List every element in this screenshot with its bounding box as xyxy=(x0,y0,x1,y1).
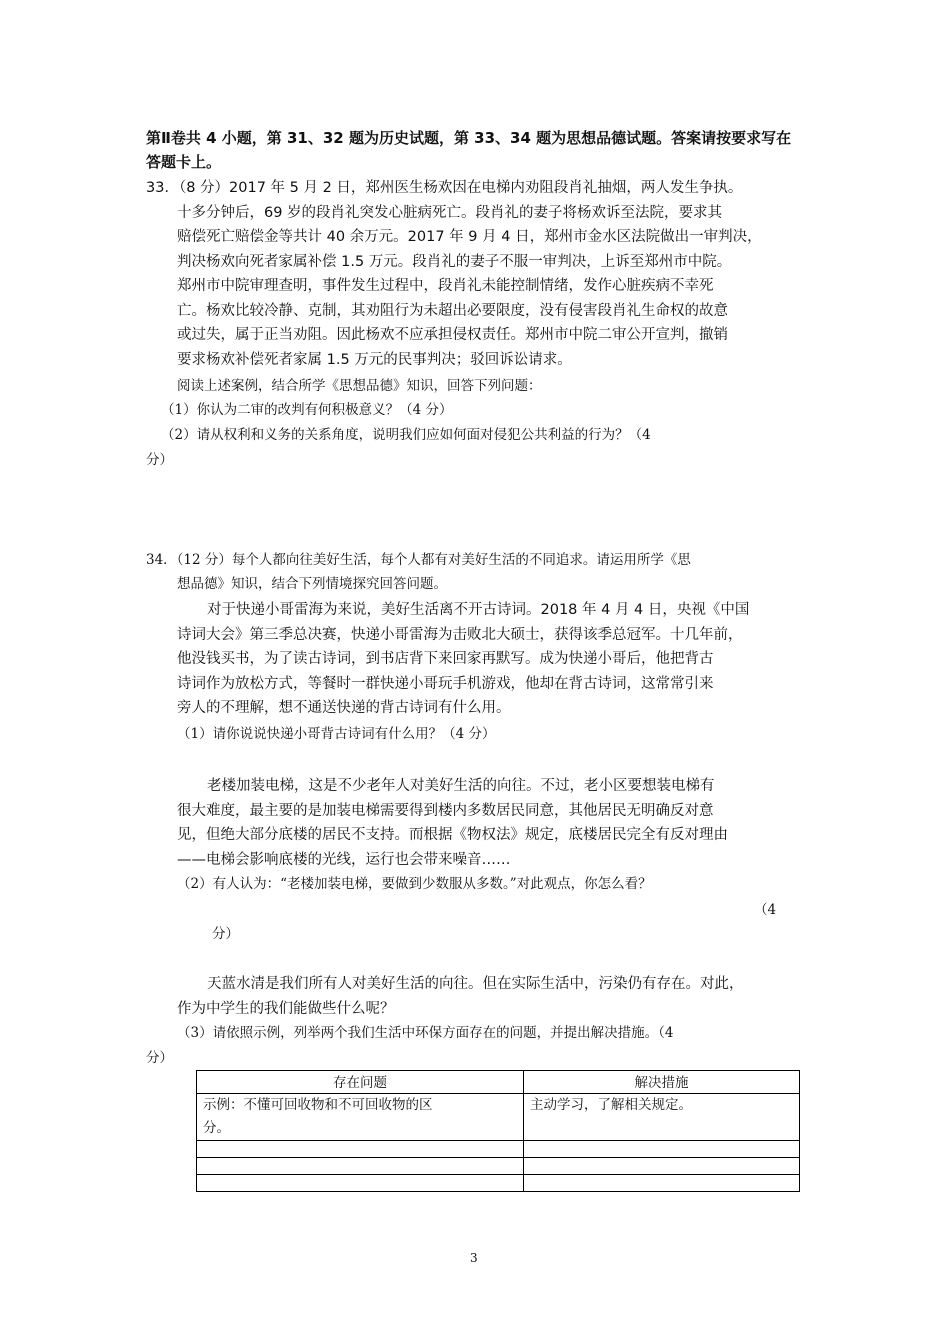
q33-case-line: 亡。杨欢比较冷静、克制，其劝阻行为未超出必要限度，没有侵害段肖礼生命权的故意 xyxy=(177,302,728,319)
section-header-line: 答题卡上。 xyxy=(146,153,222,171)
table-row xyxy=(197,1158,800,1175)
q34-sub2-score: （4 xyxy=(754,902,777,918)
table-cell-example-problem xyxy=(197,1094,524,1141)
q33-sub2-line: （2）请从权利和义务的关系角度，说明我们应如何面对侵犯公共利益的行为？（4 xyxy=(161,427,651,443)
q33-case xyxy=(146,176,762,372)
q34-paragraph-3 xyxy=(177,972,744,1021)
q33-instruction: 阅读上述案例，结合所学《思想品德》知识，回答下列问题： xyxy=(177,378,542,394)
table-cell-blank[interactable] xyxy=(524,1158,800,1175)
table-cell-blank[interactable] xyxy=(197,1175,524,1192)
paragraph-line: 天蓝水清是我们所有人对美好生活的向往。但在实际生活中，污染仍有存在。对此， xyxy=(207,976,744,992)
table-header-solution: 解决措施 xyxy=(524,1071,800,1094)
q34-intro-line: 34．（12 分）每个人都向往美好生活，每个人都有对美好生活的不同追求。请运用所学《思 xyxy=(146,552,691,568)
table-cell-blank[interactable] xyxy=(524,1141,800,1158)
q34-paragraph-2 xyxy=(177,774,728,872)
paragraph-line: 诗词大会》第三季总决赛，快递小哥雷海为击败北大硕士，获得该季总冠军。十几年前， xyxy=(177,626,743,643)
q34-paragraph-1 xyxy=(177,598,749,721)
cell-line: 示例：不懂可回收物和不可回收物的区 xyxy=(203,1097,433,1113)
cell-line: 分。 xyxy=(203,1120,230,1136)
paragraph-line: 见，但绝大部分底楼的居民不支持。而根据《物权法》规定，底楼居民完全有反对理由 xyxy=(177,827,728,843)
q33-case-line: 要求杨欢补偿死者家属 1.5 万元的民事判决；驳回诉讼请求。 xyxy=(177,351,572,368)
paragraph-line: 老楼加装电梯，这是不少老年人对美好生活的向往。不过，老小区要想装电梯有 xyxy=(207,778,715,794)
paragraph-line: 他没钱买书，为了读古诗词，到书店背下来回家再默写。成为快递小哥后，他把背古 xyxy=(177,651,714,667)
q33-case-line: 33．（8 分）2017 年 5 月 2 日，郑州医生杨欢因在电梯内劝阻段肖礼抽烟，两人发生争执。 xyxy=(146,180,743,196)
q34-sub2-score-cont: 分） xyxy=(212,926,239,942)
paragraph-line: 旁人的不理解，想不通送快递的背古诗词有什么用。 xyxy=(177,700,511,716)
table-cell-blank[interactable] xyxy=(197,1141,524,1158)
table-header-row xyxy=(197,1071,800,1094)
q33-case-line: 郑州市中院审理查明，事件发生过程中，段肖礼未能控制情绪，发作心脏疾病不幸死 xyxy=(177,278,714,294)
section-header-line: 第Ⅱ卷共 4 小题，第 31、32 题为历史试题，第 33、34 题为思想品德试题。答案请按要求写在 xyxy=(146,129,792,147)
q33-case-line: 或过失，属于正当劝阻。因此杨欢不应承担侵权责任。郑州市中院二审公开宣判，撤销 xyxy=(177,327,728,343)
table-cell-blank[interactable] xyxy=(524,1175,800,1192)
q33-case-line: 赔偿死亡赔偿金等共计 40 余万元。2017 年 9 月 4 日，郑州市金水区法院做出一审判决， xyxy=(177,229,762,245)
table-row xyxy=(197,1141,800,1158)
q33-sub2 xyxy=(161,423,651,447)
q33-case-line: 十多分钟后，69 岁的段肖礼突发心脏病死亡。段肖礼的妻子将杨欢诉至法院，要求其 xyxy=(177,204,723,221)
answer-table xyxy=(196,1070,800,1192)
paragraph-line: 对于快递小哥雷海为来说，美好生活离不开古诗词。2018 年 4 月 4 日，央视《中国 xyxy=(207,602,750,618)
paragraph-line: ——电梯会影响底楼的光线，运行也会带来噪音…… xyxy=(177,851,511,868)
table-header-problem: 存在问题 xyxy=(197,1071,524,1094)
q33-case-line: 判决杨欢向死者家属补偿 1.5 万元。段肖礼的妻子不服一审判决，上诉至郑州市中院。 xyxy=(177,253,732,270)
table-cell-blank[interactable] xyxy=(197,1158,524,1175)
q34-sub2: （2）有人认为：“老楼加装电梯，要做到少数服从多数。”对此观点，你怎么看？ xyxy=(177,876,652,892)
q34-sub3-cont: 分） xyxy=(146,1050,173,1066)
q34-sub1: （1）请你说说快递小哥背古诗词有什么用？（4 分） xyxy=(177,726,496,742)
q33-sub2-cont: 分） xyxy=(146,452,173,468)
table-row xyxy=(197,1094,800,1141)
table-cell-example-solution: 主动学习，了解相关规定。 xyxy=(524,1094,800,1141)
paragraph-line: 很大难度，最主要的是加装电梯需要得到楼内多数居民同意，其他居民无明确反对意 xyxy=(177,802,714,819)
q34-intro-line: 想品德》知识，结合下列情境探究回答问题。 xyxy=(177,576,447,592)
q34-sub3: （3）请依照示例，列举两个我们生活中环保方面存在的问题，并提出解决措施。（4 xyxy=(177,1025,674,1041)
q34-intro xyxy=(146,548,691,596)
section-header xyxy=(146,126,791,174)
q33-sub1: （1）你认为二审的改判有何积极意义？（4 分） xyxy=(161,402,453,418)
paragraph-line: 作为中学生的我们能做些什么呢？ xyxy=(177,1000,395,1017)
paragraph-line: 诗词作为放松方式，等餐时一群快递小哥玩手机游戏，他却在背古诗词，这常常引来 xyxy=(177,675,714,692)
table-row xyxy=(197,1175,800,1192)
page-number: 3 xyxy=(470,1251,478,1265)
